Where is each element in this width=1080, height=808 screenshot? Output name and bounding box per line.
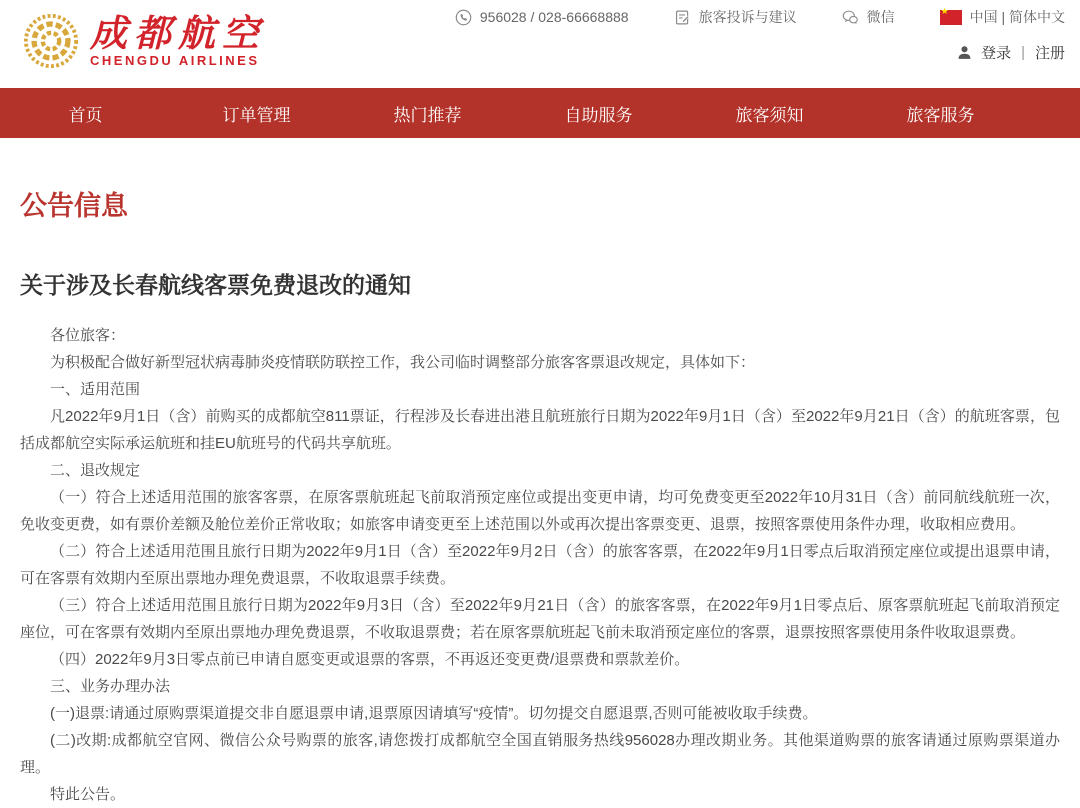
paragraph-closing: 特此公告。: [50, 786, 126, 803]
paragraph-scope: 凡2022年9月1日（含）前购买的成都航空811票证，行程涉及长春进出港且航班旅行日期为2022年9月1日（含）至2022年9月21日（含）的航班客票，包括成都航空实际承运航班和挂EU航班号的代码共享航班。: [20, 408, 1060, 452]
nav-item-notice[interactable]: 旅客须知: [735, 105, 804, 125]
paragraph-rule-4: （四）2022年9月3日零点前已申请自愿变更或退票的客票，不再返还变更费/退票费和票款差价。: [50, 651, 690, 668]
paragraph-rule-1: （一）符合上述适用范围的旅客客票，在原客票航班起飞前取消预定座位或提出变更申请，均可免费变更至2022年10月31日（含）前同航线航班一次，免收变更费，如有票价差额及舱位差价正常收取；如旅客申请变更至上述范围以外或再次提出客票变更、退票，按照客票使用条件办理，收取相应费用。: [20, 489, 1060, 533]
paragraph-rule-2: （二）符合上述适用范围且旅行日期为2022年9月1日（含）至2022年9月2日（含）的旅客客票，在2022年9月1日零点后取消预定座位或提出退票申请，可在客票有效期内至原出票地办理免费退票，不收取退票手续费。: [20, 543, 1060, 587]
paragraph-scope-heading: 一、适用范围: [50, 381, 141, 398]
paragraph-method-heading: 三、业务办理办法: [50, 678, 171, 695]
logo-cn-text: 成都航空: [90, 11, 266, 55]
complaint-label[interactable]: 旅客投诉与建议: [698, 9, 797, 25]
complaint-link[interactable]: [674, 7, 797, 27]
phone-icon: [455, 9, 472, 26]
article-body: [20, 322, 1060, 808]
wechat-link[interactable]: [842, 7, 895, 27]
site-header: [0, 0, 1080, 88]
loginbar: [956, 42, 1065, 63]
hotline-numbers[interactable]: 956028 / 028-66668888: [479, 9, 629, 25]
paragraph-method-change: (二)改期:成都航空官网、微信公众号购票的旅客,请您拨打成都航空全国直销服务热线956028办理改期业务。其他渠道购票的旅客请通过原购票渠道办理。: [20, 732, 1060, 776]
wechat-icon: [842, 9, 859, 26]
content-area: [0, 184, 1080, 808]
login-link[interactable]: 登录: [981, 45, 1012, 62]
hotline[interactable]: [455, 9, 629, 26]
paragraph-salutation: 各位旅客：: [50, 327, 126, 344]
logo[interactable]: [22, 12, 266, 70]
wechat-label[interactable]: 微信: [866, 9, 895, 25]
login-divider: |: [1021, 44, 1025, 61]
logo-en-text: CHENGDU AIRLINES: [90, 53, 260, 68]
paragraph-rule-3: （三）符合上述适用范围且旅行日期为2022年9月3日（含）至2022年9月21日（含）的旅客客票，在2022年9月1日零点后、原客票航班起飞前取消预定座位，可在客票有效期内至原出票地办理免费退票，不收取退票费；若在原客票航班起飞前未取消预定座位的客票，退票按照客票使用条件收取退票费。: [20, 597, 1060, 641]
nav-item-service[interactable]: 旅客服务: [906, 105, 975, 125]
complaint-form-icon: [674, 9, 691, 26]
register-link[interactable]: 注册: [1034, 45, 1065, 62]
nav-item-orders[interactable]: 订单管理: [222, 105, 291, 125]
nav-item-selfservice[interactable]: 自助服务: [564, 105, 633, 125]
nav-item-hot[interactable]: 热门推荐: [393, 105, 462, 125]
paragraph-method-refund: (一)退票:请通过原购票渠道提交非自愿退票申请,退票原因请填写“疫情”。切勿提交自愿退票,否则可能被收取手续费。: [50, 705, 818, 722]
page-title: 公告信息: [20, 191, 128, 221]
china-flag-icon: ★: [940, 10, 962, 25]
article-title: 关于涉及长春航线客票免费退改的通知: [20, 272, 411, 298]
region-selector[interactable]: [940, 7, 1065, 27]
nav-item-home[interactable]: 首页: [68, 105, 103, 125]
paragraph-intro: 为积极配合做好新型冠状病毒肺炎疫情联防联控工作，我公司临时调整部分旅客客票退改规定，具体如下：: [50, 354, 756, 371]
region-label[interactable]: 中国 | 简体中文: [969, 9, 1065, 25]
main-nav: [0, 88, 1080, 138]
paragraph-rules-heading: 二、退改规定: [50, 462, 141, 479]
topbar: [455, 7, 1065, 27]
user-icon: [956, 44, 973, 61]
chengdu-airlines-emblem-icon: [22, 12, 80, 70]
